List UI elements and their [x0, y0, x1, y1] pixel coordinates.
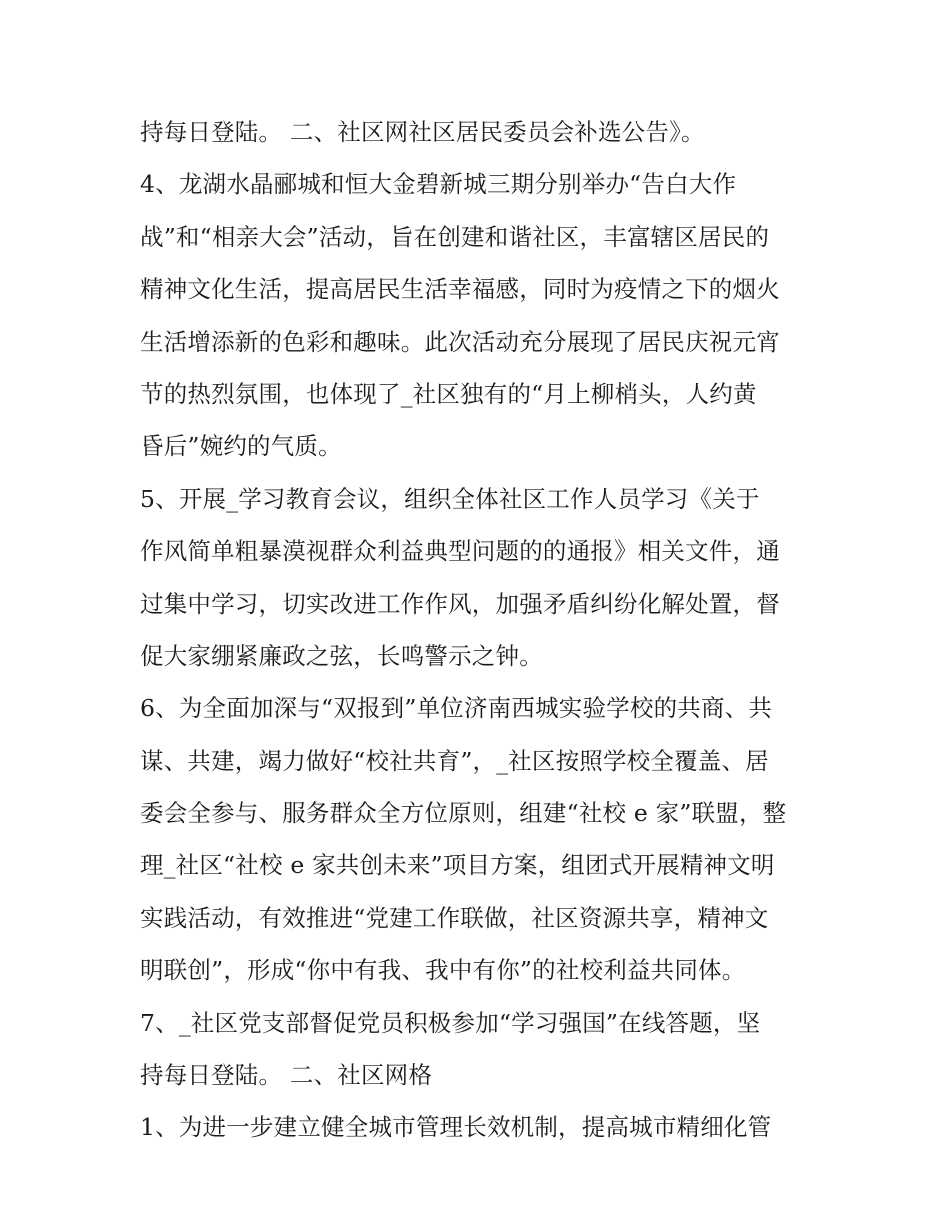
text-line: 明联创”，形成“你中有我、我中有你”的社校利益共同体。 [140, 956, 746, 985]
text-line: 持每日登陆。 二、社区网社区居民委员会补选公告》。 [140, 118, 705, 146]
text-line: 节的热烈氛围，也体现了_社区独有的“月上柳梢头，人约黄 [140, 379, 757, 408]
text-line: 5、开展_学习教育会议，组织全体社区工作人员学习《关于 [140, 484, 760, 513]
text-line: 谋、共建，竭力做好“校社共育”，_社区按照学校全覆盖、居 [140, 746, 769, 775]
text-line: 生活增添新的色彩和趣味。此次活动充分展现了居民庆祝元宵 [140, 327, 780, 356]
text-line: 精神文化生活，提高居民生活幸福感，同时为疫情之下的烟火 [140, 275, 780, 304]
text-line: 过集中学习，切实改进工作作风，加强矛盾纠纷化解处置，督 [140, 589, 780, 618]
text-line: 7、_社区党支部督促党员积极参加“学习强国”在线答题，坚 [140, 1008, 761, 1037]
text-line: 促大家绷紧廉政之弦，长鸣警示之钟。 [140, 641, 543, 670]
text-line: 4、龙湖水晶郦城和恒大金碧新城三期分别举办“告白大作 [140, 170, 737, 199]
text-line: 1、为进一步建立健全城市管理长效机制，提高城市精细化管 [140, 1113, 772, 1142]
text-line: 理_社区“社校 e 家共创未来”项目方案，组团式开展精神文明 [140, 851, 775, 880]
text-line: 作风简单粗暴漠视群众利益典型问题的的通报》相关文件，通 [140, 537, 780, 566]
text-line: 昏后”婉约的气质。 [140, 432, 342, 461]
text-line: 持每日登陆。 二、社区网格 [140, 1061, 433, 1090]
text-line: 战”和“相亲大会”活动，旨在创建和谐社区，丰富辖区居民的 [140, 222, 770, 251]
text-line: 6、为全面加深与“双报到”单位济南西城实验学校的共商、共 [140, 694, 773, 723]
document-body [140, 106, 820, 1154]
text-line: 实践活动，有效推进“党建工作联做，社区资源共享，精神文 [140, 903, 769, 932]
text-line: 委会全参与、服务群众全方位原则，组建“社校 e 家”联盟，整 [140, 799, 787, 828]
